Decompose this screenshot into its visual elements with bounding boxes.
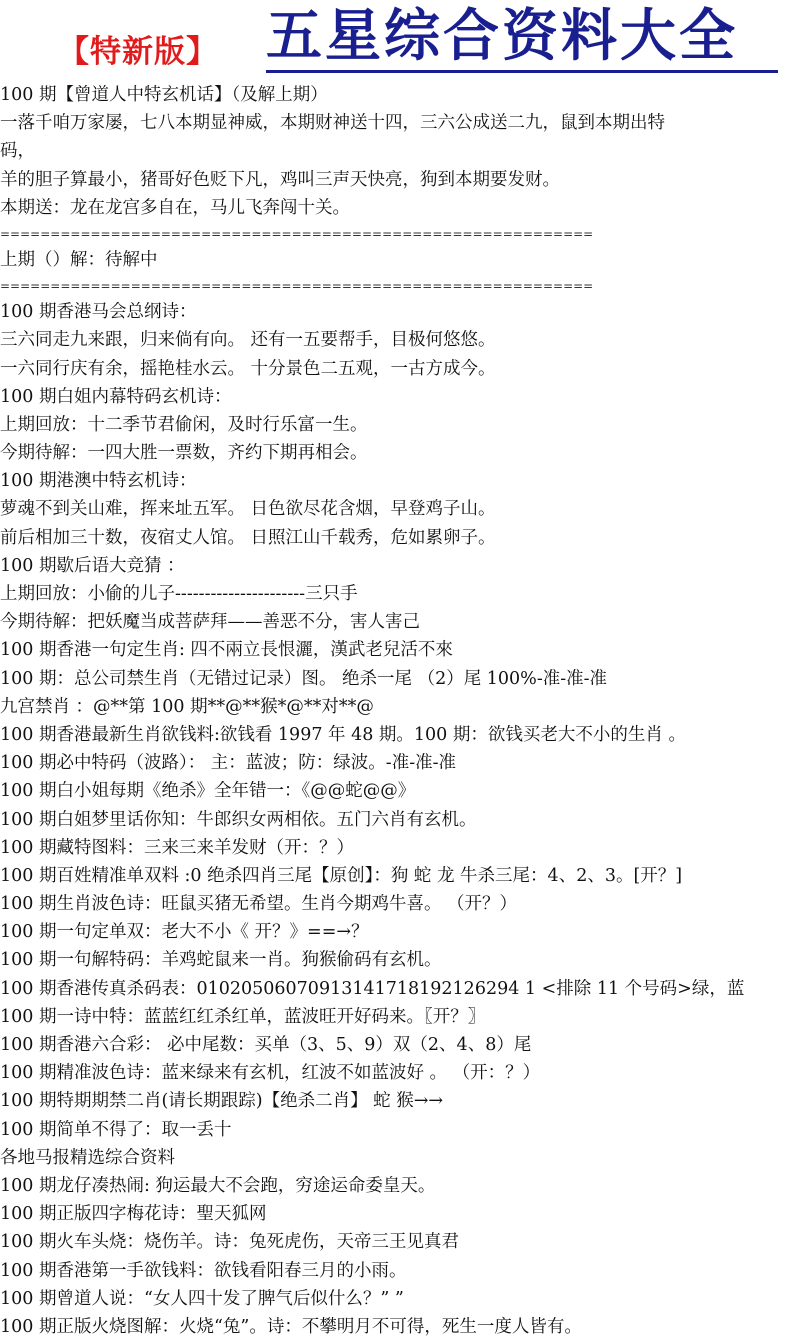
text-line: 100 期曾道人说：“女人四十发了脾气后似什么？” ”	[0, 1288, 404, 1309]
text-line: 100 期香港六合彩： 必中尾数：买单（3、5、9）双（2、4、8）尾	[0, 1035, 532, 1055]
title-underline	[266, 70, 778, 73]
text-line: 上期回放：小偷的儿子----------------------三只手	[0, 584, 358, 604]
edition-badge: 【特新版】	[58, 34, 218, 70]
text-line: 前后相加三十数，夜宿丈人馆。 日照江山千载秀，危如累卵子。	[0, 527, 496, 548]
text-line: 100 期一句定单双：老大不小《 开？》==→？	[0, 922, 369, 943]
text-line: 100 期一诗中特：蓝蓝红红杀红单，蓝波旺开好码来。〖开？〗	[0, 1006, 486, 1027]
text-line: 萝魂不到关山难，挥来址五军。 日色欲尽花含烟，早登鸡子山。	[0, 499, 496, 520]
text-line: 100 期香港传真杀码表：01020506070913141718192126294 1 <排除 11 个号码>绿，蓝	[0, 978, 745, 999]
text-line: 100 期必中特码（波路）： 主：蓝波；防：绿波。-准-准-准	[0, 753, 457, 774]
text-line: 今期待解：把妖魔当成菩萨拜——善恶不分，害人害己	[0, 612, 420, 633]
text-line: 100 期生肖波色诗：旺鼠买猪无希望。生肖今期鸡牛喜。 （开？）	[0, 894, 518, 915]
header	[0, 0, 803, 80]
text-line: 今期待解：一四大胜一票数，齐约下期再相会。	[0, 443, 368, 464]
separator-line: ===========================================================	[0, 279, 594, 294]
text-line: 100 期【曾道人中特玄机话】（及解上期）	[0, 85, 328, 105]
text-line: 100 期白小姐每期《绝杀》全年错一：《@@蛇@@》	[0, 781, 416, 802]
text-line: 本期送：龙在龙宫多自在，马儿飞奔闯十关。	[0, 197, 350, 218]
text-line: 上期（）解：待解中	[0, 249, 158, 270]
text-line: 100 期正版四字梅花诗：聖天狐网	[0, 1204, 267, 1225]
text-line: 100 期白姐内幕特码玄机诗：	[0, 386, 232, 407]
page-title: 五星综合资料大全	[266, 3, 738, 69]
text-line: 码，	[0, 141, 35, 162]
text-line: 100 期一句解特码：羊鸡蛇鼠来一肖。狗猴偷码有玄机。	[0, 950, 442, 971]
text-line: 100 期简单不得了：取一丢十	[0, 1119, 232, 1140]
text-line: 100 期香港第一手欲钱料：欲钱看阳春三月的小雨。	[0, 1260, 407, 1281]
text-line: 100 期龙仔凑热闹: 狗运最大不会跑，穷途运命委皇天。	[0, 1175, 436, 1196]
text-line: 100 期香港马会总纲诗：	[0, 302, 197, 323]
text-line: 100 期香港最新生肖欲钱料:欲钱看 1997 年 48 期。100 期：欲钱买老大不小的生肖 。	[0, 724, 686, 745]
text-line: 100 期白姐梦里话你知：牛郎织女两相依。五门六肖有玄机。	[0, 809, 477, 830]
text-line: 100 期火车头烧：烧伤羊。诗：兔死虎伤，天帝三王见真君	[0, 1232, 459, 1253]
text-line: 各地马报精选综合资料	[0, 1147, 175, 1168]
text-line: 100 期精准波色诗：蓝来绿来有玄机，红波不如蓝波好 。 （开：？）	[0, 1063, 541, 1084]
text-line: 100 期：总公司禁生肖（无错过记录）图。 绝杀一尾 （2）尾 100%-准-准-准	[0, 668, 608, 689]
text-line: 三六同走九来跟，归来倘有向。 还有一五要帮手，目极何悠悠。	[0, 330, 496, 351]
text-line: 100 期百姓精准单双料 :0 绝杀四肖三尾【原创】：狗 蛇 龙 牛杀三尾：4、2、3。[开？]	[0, 865, 683, 886]
text-line: 一六同行庆有余，摇艳桂水云。 十分景色二五观，一古方成今。	[0, 358, 496, 379]
text-line: 九宫禁肖 ：@**第 100 期**@**猴*@**对**@	[0, 696, 374, 717]
separator-line: ===========================================================	[0, 226, 594, 241]
text-line: 100 期特期期禁二肖(请长期跟踪)【绝杀二肖】 蛇 猴→→	[0, 1091, 444, 1112]
text-line: 羊的胆子算最小，猪哥好色贬下凡，鸡叫三声天快亮，狗到本期要发财。	[0, 169, 560, 190]
text-line: 100 期港澳中特玄机诗：	[0, 471, 197, 492]
text-line: 上期回放：十二季节君偷闲，及时行乐富一生。	[0, 414, 368, 435]
text-line: 100 期正版火烧图解：火烧“兔”。诗：不攀明月不可得，死生一度人皆有。	[0, 1316, 582, 1337]
text-line: 100 期藏特图料：三来三来羊发财（开：？）	[0, 837, 354, 858]
text-line: 100 期歇后语大竞猜 ：	[0, 555, 185, 576]
document-body	[0, 81, 803, 1341]
text-line: 100 期香港一句定生肖: 四不兩立長恨灑，漢武老兒活不來	[0, 640, 453, 661]
text-line: 一落千咱万家屡，七八本期显神威，本期财神送十四，三六公成送二九，鼠到本期出特	[0, 113, 665, 134]
